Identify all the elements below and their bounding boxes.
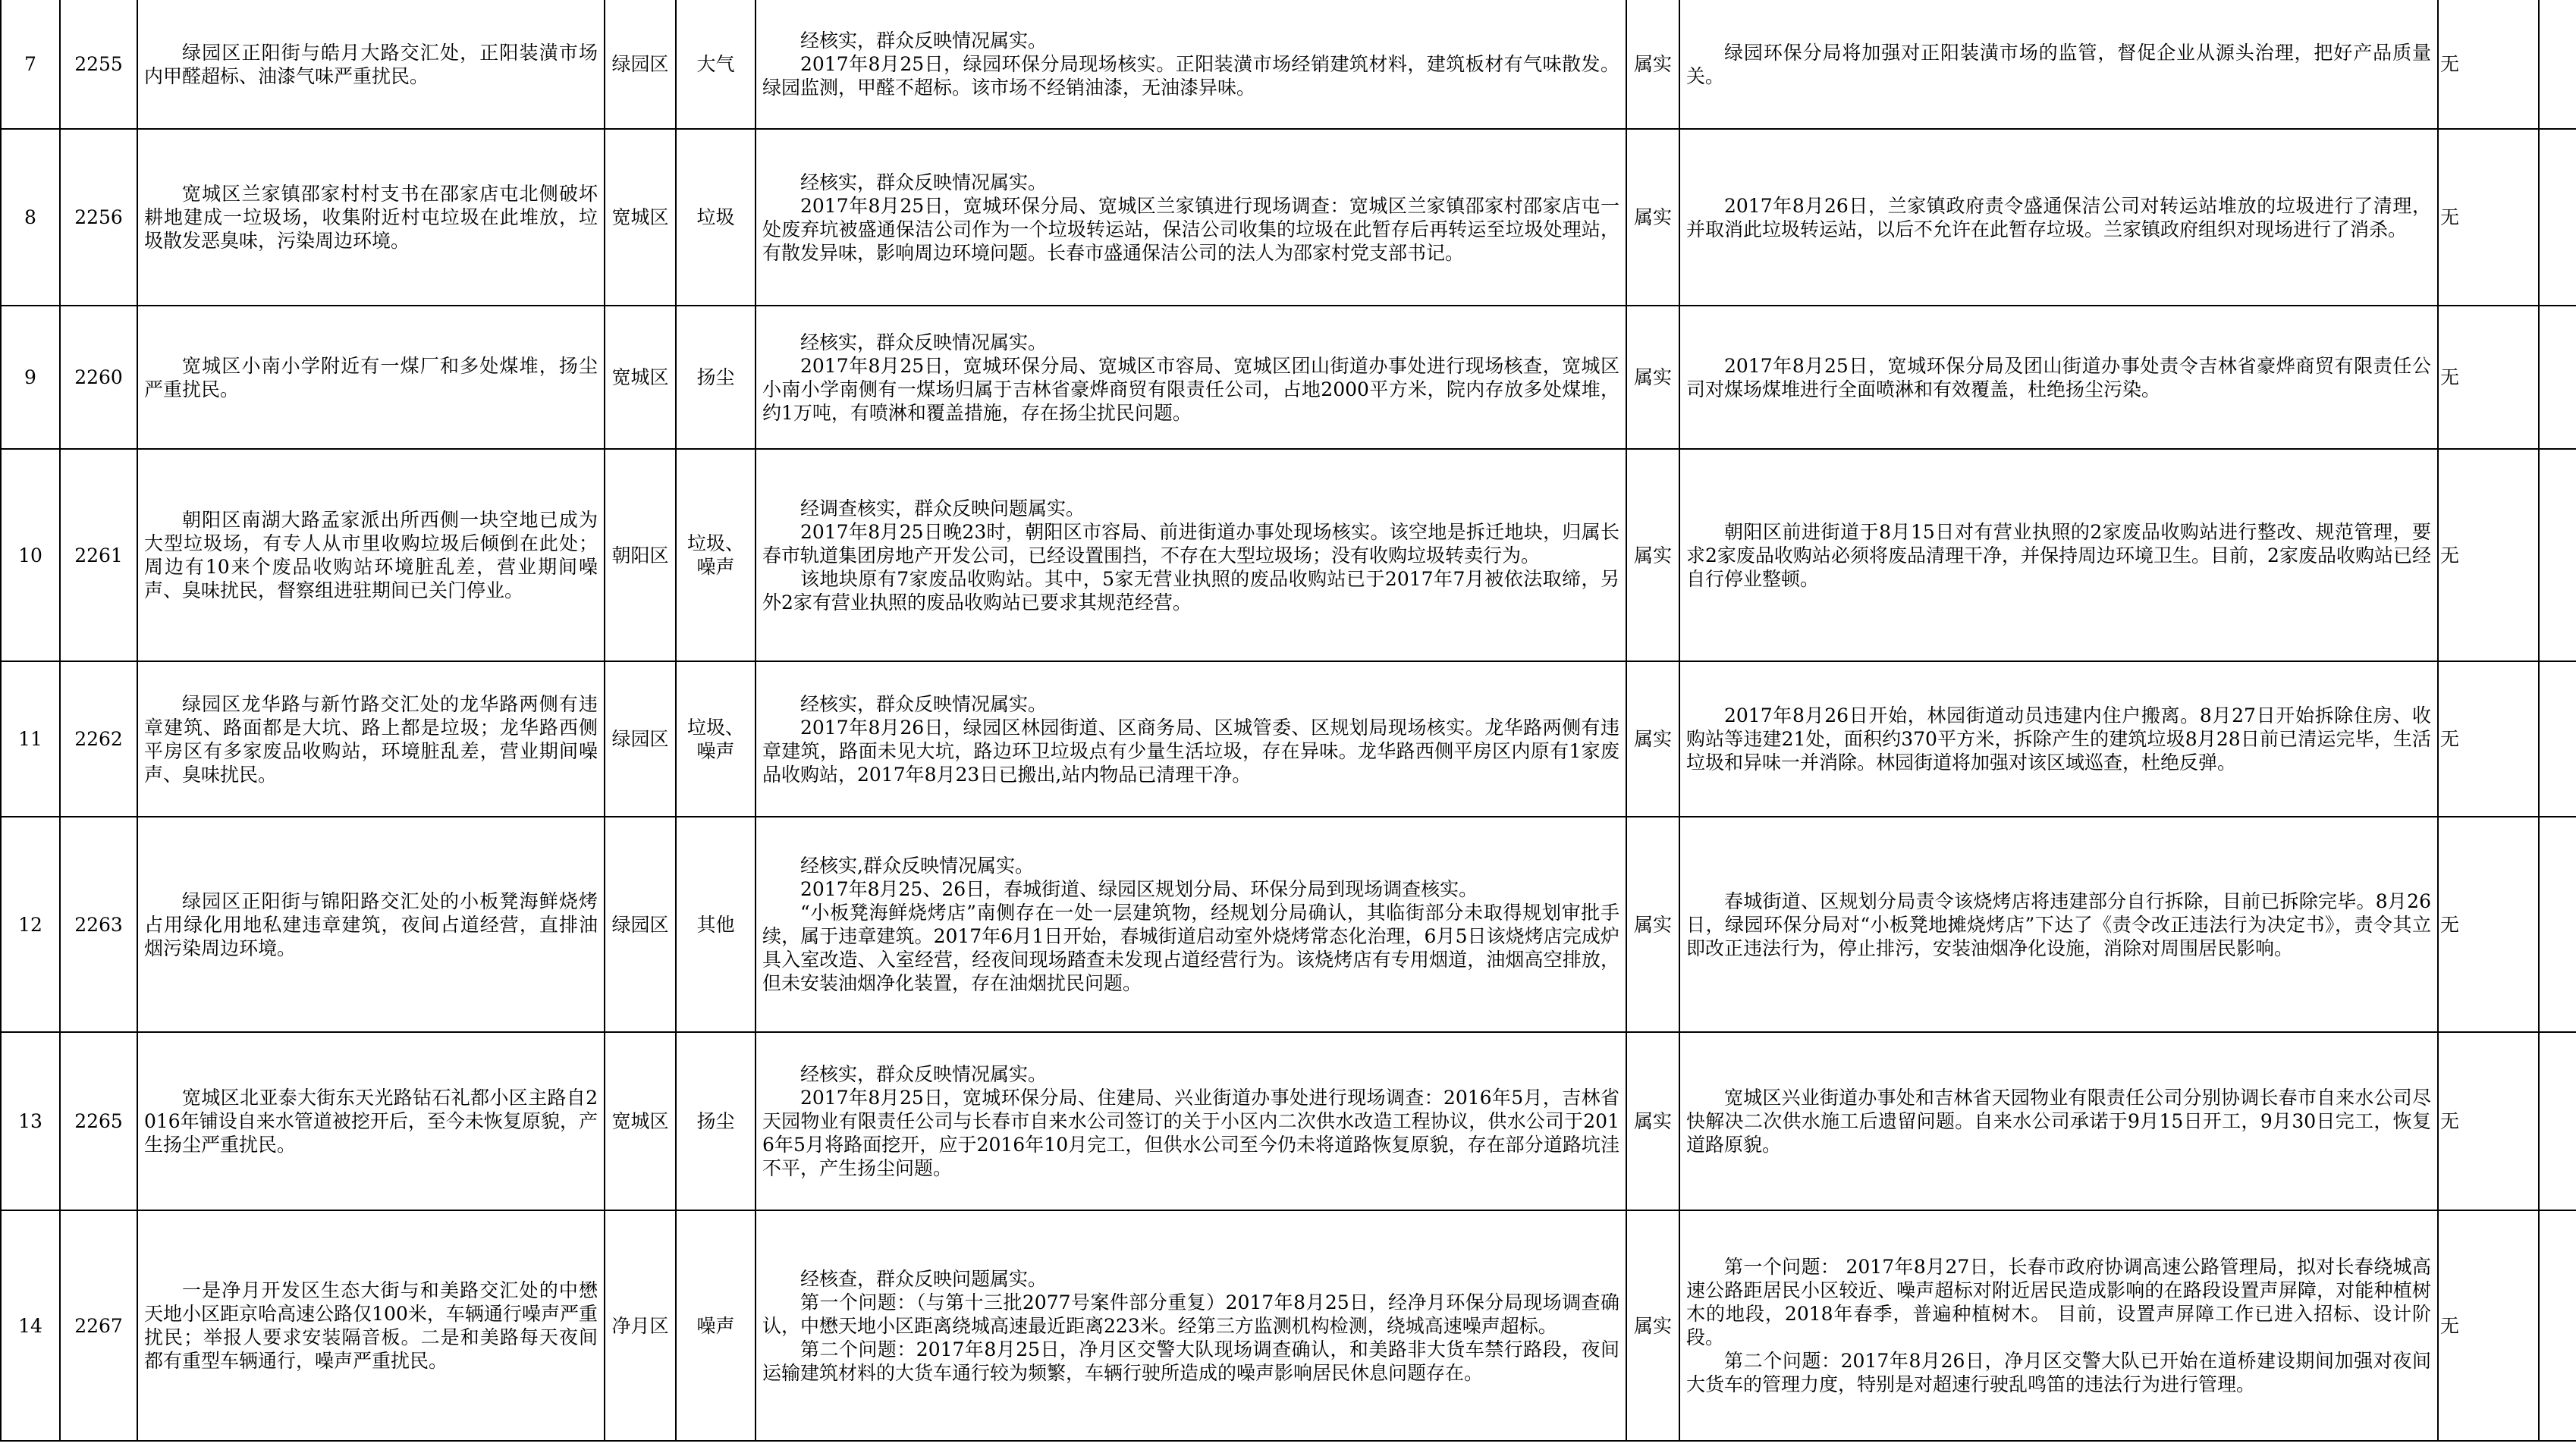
cell-handling-paragraph: 第二个问题：2017年8月26日，净月区交警大队已开始在道桥建设期间加强对夜间大货车的管理力度，特别是对超速行驶乱鸣笛的违法行为进行管理。 [1686, 1350, 2431, 1395]
cell-verdict: 属实 [1626, 1032, 1679, 1210]
cell-investigation-paragraph: 2017年8月25日，宽城环保分局、住建局、兴业街道办事处进行现场调查：2016年5月，吉林省天园物业有限责任公司与长春市自来水公司签订的关于小区内二次供水改造工程协议，供水公司于2016年5月将路面挖开，应于2016年10月完工，但供水公司至今仍未将道路恢复原貌，存在部分道路坑洼不平，产生扬尘问题。 [762, 1087, 1619, 1179]
cell-note [2539, 661, 2576, 817]
cell-category: 扬尘 [676, 1032, 756, 1210]
cell-note [2539, 0, 2576, 129]
cell-index: 7 [1, 0, 60, 129]
cell-handling-paragraph: 宽城区兴业街道办事处和吉林省天园物业有限责任公司分别协调长春市自来水公司尽快解决二次供水施工后遗留问题。自来水公司承诺于9月15日开工，9月30日完工，恢复道路原貌。 [1686, 1087, 2431, 1156]
cell-complaint [137, 0, 605, 129]
cell-handling [1679, 1032, 2438, 1210]
cell-category: 其他 [676, 817, 756, 1032]
cell-complaint-paragraph: 朝阳区南湖大路孟家派出所西侧一块空地已成为大型垃圾场，有专人从市里收购垃圾后倾倒在此处；周边有10来个废品收购站环境脏乱差，营业期间噪声、臭味扰民，督察组进驻期间已关门停业。 [144, 509, 598, 601]
cell-case-number: 2255 [60, 0, 137, 129]
cell-district: 净月区 [605, 1210, 676, 1441]
cell-handling-paragraph: 春城街道、区规划分局责令该烧烤店将违建部分自行拆除，目前已拆除完毕。8月26日，绿园环保分局对“小板凳地摊烧烤店”下达了《责令改正违法行为决定书》，责令其立即改正违法行为，停止排污，安装油烟净化设施，消除对周围居民影响。 [1686, 890, 2431, 959]
cell-complaint [137, 306, 605, 449]
cell-handling-paragraph: 第一个问题： 2017年8月27日，长春市政府协调高速公路管理局，拟对长春绕城高速公路距居民小区较近、噪声超标对附近居民造成影响的在路段设置声屏障，对能种植树木的地段，2018年春季，普遍种植树木。 目前，设置声屏障工作已进入招标、设计阶段。 [1686, 1256, 2431, 1348]
cell-district: 宽城区 [605, 306, 676, 449]
cell-handling [1679, 306, 2438, 449]
cell-investigation [756, 817, 1626, 1032]
cell-district: 宽城区 [605, 1032, 676, 1210]
cell-investigation-paragraph: 经核实，群众反映情况属实。 [800, 331, 1048, 353]
cell-index: 11 [1, 661, 60, 817]
cell-handling [1679, 449, 2438, 661]
cell-investigation-paragraph: 经核查，群众反映问题属实。 [800, 1267, 1048, 1290]
cell-accountability: 无 [2438, 306, 2539, 449]
cell-investigation-paragraph: 2017年8月25日，绿园环保分局现场核实。正阳装潢市场经销建筑材料，建筑板材有气味散发。绿园监测，甲醛不超标。该市场不经销油漆，无油漆异味。 [762, 53, 1619, 99]
cell-complaint-paragraph: 绿园区正阳街与皓月大路交汇处，正阳装潢市场内甲醛超标、油漆气味严重扰民。 [144, 41, 598, 87]
table-row [1, 129, 2576, 306]
cell-investigation-paragraph: 2017年8月25日晚23时，朝阳区市容局、前进街道办事处现场核实。该空地是拆迁地块，归属长春市轨道集团房地产开发公司，已经设置围挡，不存在大型垃圾场；没有收购垃圾转卖行为。 [762, 520, 1619, 566]
cell-verdict: 属实 [1626, 0, 1679, 129]
cell-verdict: 属实 [1626, 661, 1679, 817]
cell-investigation-paragraph: 2017年8月25、26日，春城街道、绿园区规划分局、环保分局到现场调查核实。 [800, 878, 1478, 900]
table-row [1, 661, 2576, 817]
cell-index: 8 [1, 129, 60, 306]
cell-investigation [756, 129, 1626, 306]
cell-category: 垃圾 [676, 129, 756, 306]
cell-investigation-paragraph: 第一个问题：（与第十三批2077号案件部分重复）2017年8月25日，经净月环保分局现场调查确认，中懋天地小区距离绕城高速最近距离223米。经第三方监测机构检测，绕城高速噪声超标。 [762, 1291, 1619, 1337]
cell-category: 垃圾、噪声 [676, 449, 756, 661]
table-row [1, 817, 2576, 1032]
table-row [1, 1210, 2576, 1441]
cell-complaint [137, 1210, 605, 1441]
cell-case-number: 2263 [60, 817, 137, 1032]
cell-index: 13 [1, 1032, 60, 1210]
cell-district: 宽城区 [605, 129, 676, 306]
cell-investigation-paragraph: 经核实，群众反映情况属实。 [800, 692, 1048, 715]
cell-handling-paragraph: 2017年8月26日开始，林园街道动员违建内住户搬离。8月27日开始拆除住房、收购站等违建21处，面积约370平方米，拆除产生的建筑垃圾8月28日前已清运完毕，生活垃圾和异味一并消除。林园街道将加强对该区域巡查，杜绝反弹。 [1686, 704, 2431, 774]
cell-complaint [137, 129, 605, 306]
cell-investigation-paragraph: 经核实，群众反映情况属实。 [800, 1063, 1048, 1085]
cell-complaint-paragraph: 一是净月开发区生态大街与和美路交汇处的中懋天地小区距京哈高速公路仅100米，车辆通行噪声严重扰民；举报人要求安装隔音板。二是和美路每天夜间都有重型车辆通行，噪声严重扰民。 [144, 1279, 598, 1372]
cell-verdict: 属实 [1626, 449, 1679, 661]
cell-handling-paragraph: 绿园环保分局将加强对正阳装潢市场的监管，督促企业从源头治理，把好产品质量关。 [1686, 41, 2431, 87]
cell-investigation-paragraph: 2017年8月26日，绿园区林园街道、区商务局、区城管委、区规划局现场核实。龙华路两侧有违章建筑，路面未见大坑，路边环卫垃圾点有少量生活垃圾，存在异味。龙华路西侧平房区内原有1家废品收购站，2017年8月23日已搬出,站内物品已清理干净。 [762, 716, 1619, 786]
cell-handling-paragraph: 2017年8月26日，兰家镇政府责令盛通保洁公司对转运站堆放的垃圾进行了清理，并取消此垃圾转运站，以后不允许在此暂存垃圾。兰家镇政府组织对现场进行了消杀。 [1686, 194, 2431, 240]
cell-note [2539, 449, 2576, 661]
cell-complaint-paragraph: 宽城区小南小学附近有一煤厂和多处煤堆，扬尘严重扰民。 [144, 354, 598, 400]
cell-complaint [137, 661, 605, 817]
cell-investigation-paragraph: 2017年8月25日，宽城环保分局、宽城区兰家镇进行现场调查：宽城区兰家镇邵家村邵家店屯一处废弃坑被盛通保洁公司作为一个垃圾转运站，保洁公司收集的垃圾在此暂存后再转运至垃圾处理站，有散发异味，影响周边环境问题。长春市盛通保洁公司的法人为邵家村党支部书记。 [762, 194, 1619, 264]
cell-case-number: 2267 [60, 1210, 137, 1441]
table-row [1, 1032, 2576, 1210]
cell-verdict: 属实 [1626, 1210, 1679, 1441]
cell-complaint-paragraph: 宽城区兰家镇邵家村村支书在邵家店屯北侧破坏耕地建成一垃圾场，收集附近村屯垃圾在此堆放，垃圾散发恶臭味，污染周边环境。 [144, 183, 598, 252]
cell-district: 朝阳区 [605, 449, 676, 661]
cell-district: 绿园区 [605, 661, 676, 817]
cell-handling-paragraph: 2017年8月25日，宽城环保分局及团山街道办事处责令吉林省豪烨商贸有限责任公司对煤场煤堆进行全面喷淋和有效覆盖，杜绝扬尘污染。 [1686, 354, 2431, 400]
cell-verdict: 属实 [1626, 817, 1679, 1032]
cell-investigation-paragraph: 经调查核实，群众反映问题属实。 [800, 497, 1085, 519]
cell-complaint-paragraph: 绿园区正阳街与锦阳路交汇处的小板凳海鲜烧烤占用绿化用地私建违章建筑，夜间占道经营，直排油烟污染周边环境。 [144, 890, 598, 959]
cell-case-number: 2265 [60, 1032, 137, 1210]
cell-index: 12 [1, 817, 60, 1032]
cell-note [2539, 306, 2576, 449]
cell-handling [1679, 129, 2438, 306]
cell-case-number: 2261 [60, 449, 137, 661]
cell-investigation [756, 0, 1626, 129]
cell-investigation [756, 449, 1626, 661]
cell-note [2539, 1210, 2576, 1441]
cell-note [2539, 1032, 2576, 1210]
cell-accountability: 无 [2438, 0, 2539, 129]
cell-accountability: 无 [2438, 1032, 2539, 1210]
cell-category: 垃圾、噪声 [676, 661, 756, 817]
cell-investigation-paragraph: 该地块原有7家废品收购站。其中，5家无营业执照的废品收购站已于2017年7月被依法取缔，另外2家有营业执照的废品收购站已要求其规范经营。 [762, 567, 1619, 613]
cell-accountability: 无 [2438, 449, 2539, 661]
cell-district: 绿园区 [605, 817, 676, 1032]
cell-handling [1679, 661, 2438, 817]
cell-category: 大气 [676, 0, 756, 129]
cell-district: 绿园区 [605, 0, 676, 129]
cell-index: 10 [1, 449, 60, 661]
cell-handling-paragraph: 朝阳区前进街道于8月15日对有营业执照的2家废品收购站进行整改、规范管理，要求2家废品收购站必须将废品清理干净，并保持周边环境卫生。目前，2家废品收购站已经自行停业整顿。 [1686, 520, 2431, 590]
cell-investigation [756, 1032, 1626, 1210]
table-row [1, 306, 2576, 449]
cell-index: 9 [1, 306, 60, 449]
cell-case-number: 2256 [60, 129, 137, 306]
cell-complaint [137, 449, 605, 661]
case-table-body [1, 0, 2576, 1441]
cell-investigation-paragraph: “小板凳海鲜烧烤店”南侧存在一处一层建筑物，经规划分局确认，其临街部分未取得规划审批手续，属于违章建筑。2017年6月1日开始，春城街道启动室外烧烤常态化治理，6月5日该烧烤店完成炉具入室改造、入室经营，经夜间现场踏查未发现占道经营行为。该烧烤店有专用烟道，油烟高空排放，但未安装油烟净化装置，存在油烟扰民问题。 [762, 902, 1619, 994]
cell-handling [1679, 0, 2438, 129]
cell-accountability: 无 [2438, 1210, 2539, 1441]
table-row [1, 0, 2576, 129]
cell-note [2539, 817, 2576, 1032]
cell-category: 噪声 [676, 1210, 756, 1441]
cell-note [2539, 129, 2576, 306]
cell-case-number: 2260 [60, 306, 137, 449]
cell-verdict: 属实 [1626, 129, 1679, 306]
cell-complaint-paragraph: 宽城区北亚泰大街东天光路钻石礼都小区主路自2016年铺设自来水管道被挖开后，至今未恢复原貌，产生扬尘严重扰民。 [144, 1087, 598, 1156]
cell-investigation [756, 1210, 1626, 1441]
cell-handling [1679, 817, 2438, 1032]
table-row [1, 449, 2576, 661]
cell-verdict: 属实 [1626, 306, 1679, 449]
cell-investigation [756, 306, 1626, 449]
cell-investigation-paragraph: 经核实，群众反映情况属实。 [800, 171, 1048, 193]
cell-handling [1679, 1210, 2438, 1441]
cell-accountability: 无 [2438, 817, 2539, 1032]
cell-investigation-paragraph: 2017年8月25日，宽城环保分局、宽城区市容局、宽城区团山街道办事处进行现场核查，宽城区小南小学南侧有一煤场归属于吉林省豪烨商贸有限责任公司，占地2000平方米，院内存放多处煤堆，约1万吨，有喷淋和覆盖措施，存在扬尘扰民问题。 [762, 354, 1619, 424]
cell-case-number: 2262 [60, 661, 137, 817]
cell-investigation-paragraph: 经核实,群众反映情况属实。 [800, 855, 1034, 877]
cell-complaint [137, 1032, 605, 1210]
cell-complaint-paragraph: 绿园区龙华路与新竹路交汇处的龙华路两侧有违章建筑、路面都是大坑、路上都是垃圾；龙华路西侧平房区有多家废品收购站，环境脏乱差，营业期间噪声、臭味扰民。 [144, 692, 598, 786]
cell-complaint [137, 817, 605, 1032]
cell-category: 扬尘 [676, 306, 756, 449]
cell-accountability: 无 [2438, 129, 2539, 306]
cell-investigation [756, 661, 1626, 817]
cell-investigation-paragraph: 第二个问题：2017年8月25日，净月区交警大队现场调查确认，和美路非大货车禁行路段，夜间运输建筑材料的大货车通行较为频繁，车辆行驶所造成的噪声影响居民休息问题存在。 [762, 1338, 1619, 1384]
cell-index: 14 [1, 1210, 60, 1441]
cell-accountability: 无 [2438, 661, 2539, 817]
cell-investigation-paragraph: 经核实，群众反映情况属实。 [800, 30, 1048, 52]
